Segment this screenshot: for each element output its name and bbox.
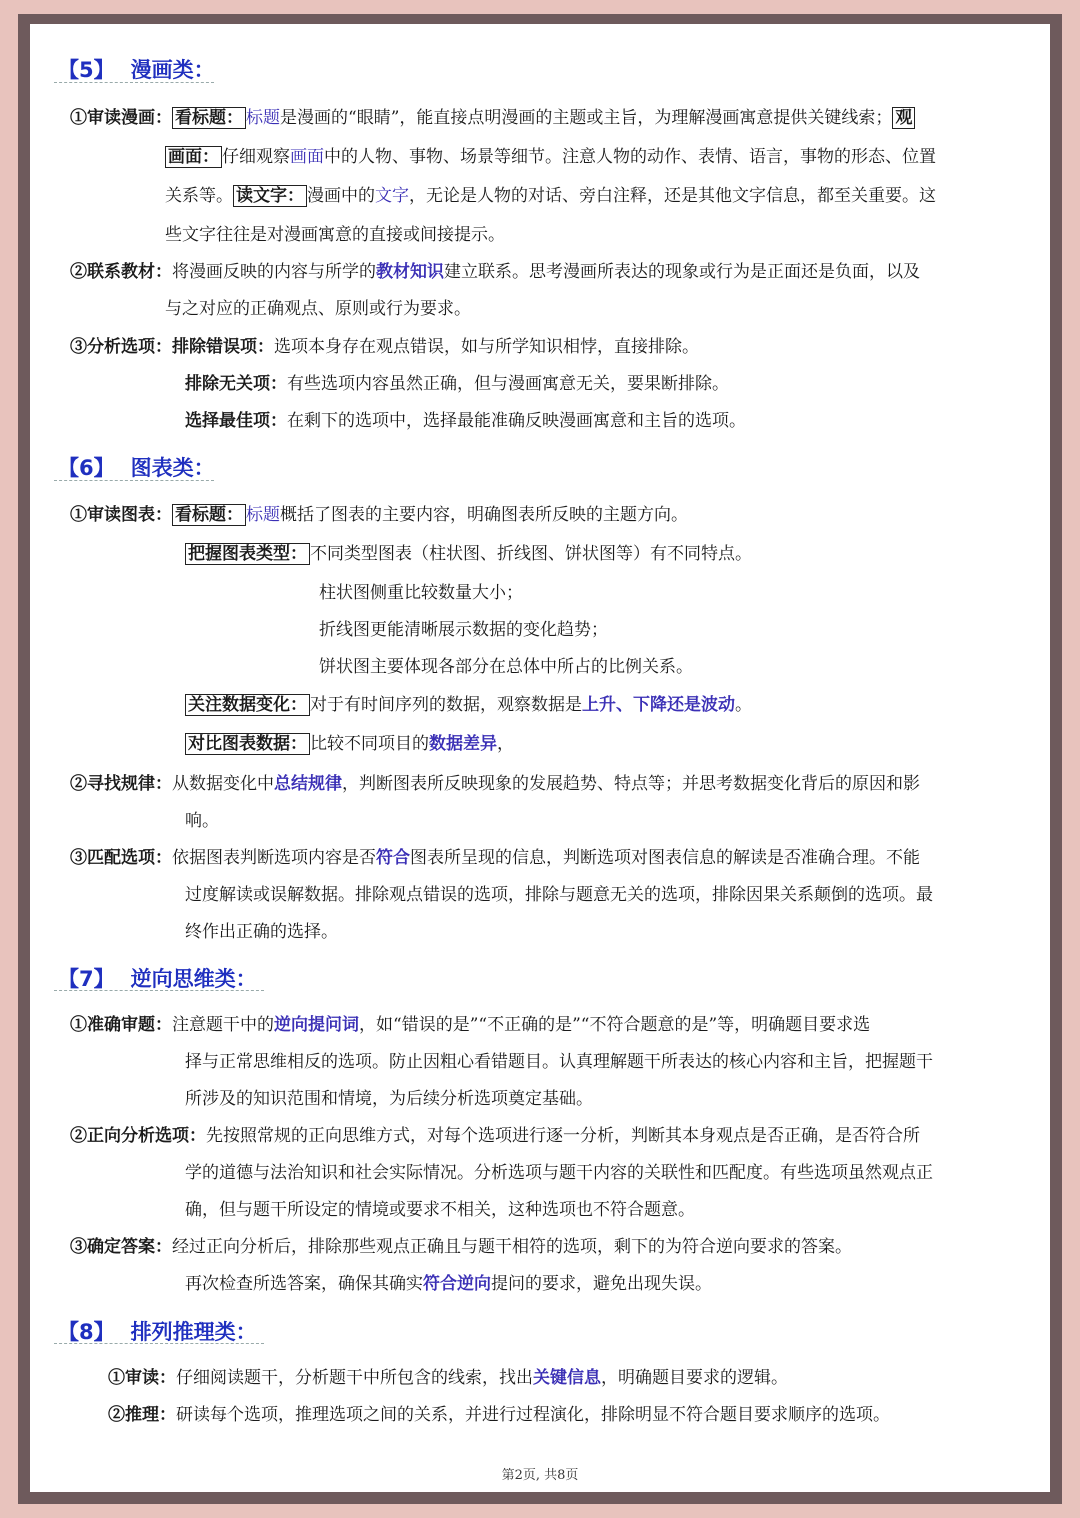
paragraph-line: [185, 409, 746, 433]
paragraph-line: 择与正常思维相反的选项。防止因粗心看错题目。认真理解题干所表达的核心内容和主旨，把握题干: [185, 1052, 933, 1072]
highlight-text: 符合: [376, 848, 410, 868]
body-text: 建立联系。思考漫画所表达的现象或行为是正面还是负面，以及: [444, 262, 920, 282]
section-underline: [54, 480, 214, 481]
item-label: ③匹配选项：: [70, 848, 172, 868]
section-5-heading: [58, 54, 215, 84]
paragraph-line: 终作出正确的选择。: [185, 922, 338, 942]
paragraph-line: [70, 1124, 920, 1148]
boxed-keyword: 把握图表类型：: [185, 543, 310, 565]
paragraph-line: 些文字往往是对漫画寓意的直接或间接提示。: [165, 225, 505, 245]
body-text: 从数据变化中: [172, 774, 274, 794]
body-text: 注意题干中的: [172, 1015, 274, 1035]
sub-label: 排除无关项：: [185, 374, 287, 394]
paragraph-line: [70, 1235, 852, 1259]
body-text: ，: [497, 734, 514, 754]
section-number: 【6】: [58, 456, 115, 480]
list-item: 饼状图主要体现各部分在总体中所占的比例关系。: [319, 657, 693, 677]
highlight-text: 数据差异: [429, 734, 497, 754]
section-title: 排列推理类：: [130, 1320, 257, 1344]
sub-label: 排除错误项：: [172, 337, 274, 357]
body-text: 。: [735, 695, 752, 715]
paragraph-line: [165, 184, 936, 208]
item-label: ①准确审题：: [70, 1015, 172, 1035]
list-item: 折线图更能清晰展示数据的变化趋势；: [319, 620, 608, 640]
paragraph-line: [185, 1272, 712, 1296]
body-text: 在剩下的选项中，选择最能准确反映漫画寓意和主旨的选项。: [287, 411, 746, 431]
page-footer: 第2页, 共8页: [501, 1468, 579, 1483]
body-text: 经过正向分析后，排除那些观点正确且与题干相符的选项，剩下的为符合逆向要求的答案。: [172, 1237, 852, 1257]
paragraph-line: [70, 772, 920, 796]
body-text: 先按照常规的正向思维方式，对每个选项进行逐一分析，判断其本身观点是否正确，是否符合所: [206, 1126, 920, 1146]
section-underline: [54, 1343, 264, 1344]
paragraph-line: [165, 145, 936, 169]
body-text: 比较不同项目的: [310, 734, 429, 754]
paragraph-line: [185, 732, 514, 756]
paragraph-line: [70, 503, 688, 527]
paragraph-line: [70, 106, 915, 130]
highlight-text: 符合逆向: [423, 1274, 491, 1294]
paragraph-line: [185, 693, 752, 717]
body-text: 中的人物、事物、场景等细节。注意人物的动作、表情、语言，事物的形态、位置: [324, 147, 936, 167]
boxed-keyword: 看标题：: [172, 504, 246, 526]
body-text: 关系等。: [165, 186, 233, 206]
boxed-keyword: 观: [892, 107, 915, 129]
boxed-keyword: 看标题：: [172, 107, 246, 129]
section-7-heading: [58, 963, 257, 993]
document-page: [30, 24, 1050, 1492]
section-underline: [54, 82, 214, 83]
body-text: ，明确题目要求的逻辑。: [601, 1368, 788, 1388]
body-text: 研读每个选项，推理选项之间的关系，并进行过程演化，排除明显不符合题目要求顺序的选项。: [176, 1405, 890, 1425]
item-label: ①审读：: [108, 1368, 176, 1388]
body-text: 对于有时间序列的数据，观察数据是: [310, 695, 582, 715]
body-text: 选项本身存在观点错误，如与所学知识相悖，直接排除。: [274, 337, 699, 357]
highlight-text: 关键信息: [533, 1368, 601, 1388]
paragraph-line: 响。: [185, 811, 219, 831]
body-text: 将漫画反映的内容与所学的: [172, 262, 376, 282]
body-text: 仔细观察: [222, 147, 290, 167]
paragraph-line: [70, 1013, 870, 1037]
body-text: ，无论是人物的对话、旁白注释，还是其他文字信息，都至关重要。这: [409, 186, 936, 206]
section-number: 【8】: [58, 1320, 115, 1344]
item-label: ②寻找规律：: [70, 774, 172, 794]
paragraph-line: [108, 1366, 788, 1390]
body-text: 图表所呈现的信息，判断选项对图表信息的解读是否准确合理。不能: [410, 848, 920, 868]
paragraph-line: 过度解读或误解数据。排除观点错误的选项，排除与题意无关的选项，排除因果关系颠倒的选项。最: [185, 885, 933, 905]
section-6-heading: [58, 452, 215, 482]
body-text: 仔细阅读题干，分析题干中所包含的线索，找出: [176, 1368, 533, 1388]
body-text: ，如“错误的是”“不正确的是”“不符合题意的是”等，明确题目要求选: [359, 1015, 871, 1035]
sub-label: 选择最佳项：: [185, 411, 287, 431]
body-text: 概括了图表的主要内容，明确图表所反映的主题方向。: [280, 505, 688, 525]
item-label: ③分析选项：: [70, 337, 172, 357]
boxed-keyword: 对比图表数据：: [185, 733, 310, 755]
body-text: 漫画中的: [307, 186, 375, 206]
paragraph-line: [185, 372, 729, 396]
list-item: 柱状图侧重比较数量大小；: [319, 583, 523, 603]
highlight-text: 标题: [246, 108, 280, 128]
section-title: 逆向思维类：: [130, 967, 257, 991]
paragraph-line: [70, 260, 920, 284]
highlight-text: 画面: [290, 147, 324, 167]
body-text: 有些选项内容虽然正确，但与漫画寓意无关，要果断排除。: [287, 374, 729, 394]
section-number: 【7】: [58, 967, 115, 991]
section-underline: [54, 990, 264, 991]
body-text: 是漫画的“眼睛”，能直接点明漫画的主题或主旨，为理解漫画寓意提供关键线索；: [280, 108, 893, 128]
boxed-keyword: 画面：: [165, 146, 222, 168]
highlight-text: 总结规律: [274, 774, 342, 794]
body-text: ，判断图表所反映现象的发展趋势、特点等；并思考数据变化背后的原因和影: [342, 774, 920, 794]
item-label: ②正向分析选项：: [70, 1126, 206, 1146]
item-label: ③确定答案：: [70, 1237, 172, 1257]
paragraph-line: 确，但与题干所设定的情境或要求不相关，这种选项也不符合题意。: [185, 1200, 695, 1220]
highlight-text: 教材知识: [376, 262, 444, 282]
item-label: ②推理：: [108, 1405, 176, 1425]
section-title: 漫画类：: [130, 58, 215, 82]
highlight-text: 文字: [375, 186, 409, 206]
boxed-keyword: 读文字：: [233, 185, 307, 207]
body-text: 依据图表判断选项内容是否: [172, 848, 376, 868]
paragraph-line: [108, 1403, 890, 1427]
boxed-keyword: 关注数据变化：: [185, 694, 310, 716]
item-label: ①审读漫画：: [70, 108, 172, 128]
section-title: 图表类：: [130, 456, 215, 480]
paragraph-line: [185, 542, 752, 566]
body-text: 不同类型图表（柱状图、折线图、饼状图等）有不同特点。: [310, 544, 752, 564]
paragraph-line: [70, 846, 920, 870]
body-text: 提问的要求，避免出现失误。: [491, 1274, 712, 1294]
section-8-heading: [58, 1316, 257, 1346]
section-number: 【5】: [58, 58, 115, 82]
highlight-text: 标题: [246, 505, 280, 525]
paragraph-line: 与之对应的正确观点、原则或行为要求。: [165, 299, 471, 319]
paragraph-line: 所涉及的知识范围和情境，为后续分析选项奠定基础。: [185, 1089, 593, 1109]
highlight-text: 逆向提问词: [274, 1015, 359, 1035]
highlight-text: 上升、下降还是波动: [582, 695, 735, 715]
paragraph-line: 学的道德与法治知识和社会实际情况。分析选项与题干内容的关联性和匹配度。有些选项虽然观点正: [185, 1163, 933, 1183]
body-text: 再次检查所选答案，确保其确实: [185, 1274, 423, 1294]
item-label: ②联系教材：: [70, 262, 172, 282]
paragraph-line: [70, 335, 699, 359]
item-label: ①审读图表：: [70, 505, 172, 525]
